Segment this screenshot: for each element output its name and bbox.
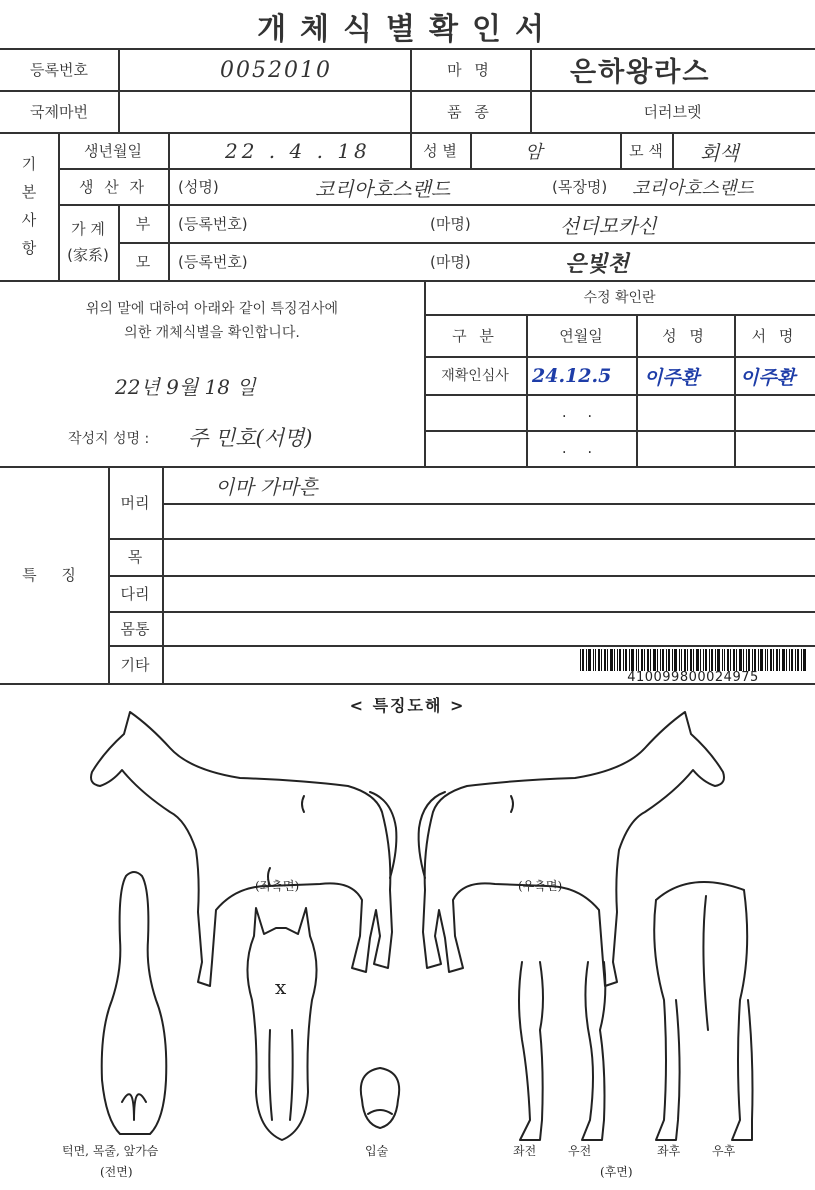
rear-label: (후면) [600,1165,633,1179]
barcode-bar [580,649,581,671]
barcode-bar [730,649,731,671]
statement-line-1: 위의 말에 대하여 아래와 같이 특징검사에 [85,301,339,317]
horse-lips [361,1068,399,1128]
section-char: 본 [21,183,37,201]
author-label: 작성지 성명 : [68,431,150,447]
producer-label: 생 산 자 [78,177,147,196]
revision-row-type [424,430,526,466]
rule [168,204,170,280]
horse-head-front [247,908,316,1140]
section-char: 사 [21,211,37,229]
reg-no-value: 0052010 [220,57,332,83]
barcode-bar [779,649,780,671]
barcode-bar [607,649,608,671]
barcode-bar [789,649,790,671]
intl-no-label: 국제마번 [30,102,88,121]
barcode-bar [617,649,618,671]
revision-row-type: 재확인심사 [441,368,509,384]
coat-color-label: 모 색 [629,141,663,160]
sire-label: 부 [135,214,151,233]
barcode-bar [703,649,704,671]
rule [162,466,164,683]
barcode-bar [797,649,799,671]
body-label: 몸통 [120,619,150,638]
dam-reg-label: (등록번호) [178,252,248,271]
barcode-bar [758,649,759,671]
barcode-bar [736,649,737,671]
barcode-number: 410099800024975 [627,670,759,685]
barcode-bar [684,649,686,671]
barcode-bar [717,649,720,671]
barcode-bar [653,649,656,671]
author-value: 주 민호(서명) [188,426,313,450]
barcode-bar [604,649,606,671]
left-side-label: (좌측면) [255,879,300,893]
barcode-bar [776,649,778,671]
rule [672,132,674,168]
barcode-bar [795,649,796,671]
barcode-bar [765,649,766,671]
revision-row-sign: 이주환 [740,366,796,389]
barcode-bar [690,649,692,671]
right-front-label: 우전 [568,1144,592,1158]
barcode-bar [709,649,710,671]
other-label: 기타 [120,655,150,674]
farm-label: (목장명) [552,177,608,196]
revision-row-name [636,394,734,430]
right-side-label: (우측면) [518,879,563,893]
head-label: 머리 [120,493,150,512]
revision-row-name: 이주환 [644,366,700,389]
breed-value: 더러브렛 [643,102,702,121]
breed-label: 품 종 [447,102,493,121]
revision-row-sign [734,430,815,466]
barcode-bar [711,649,713,671]
statement-line-2: 의한 개체식별을 확인합니다. [124,325,300,341]
barcode-bar [743,649,744,671]
farm-value: 코리아호스랜드 [632,178,754,199]
barcode-bar [614,649,615,671]
producer-name-value: 코리아호스랜드 [315,176,451,201]
intl-no-value [118,90,410,132]
barcode-bar [593,649,594,671]
section-char: 항 [21,239,37,257]
front-label-line-2: (전면) [100,1165,133,1179]
dam-name-label: (마명) [430,252,471,271]
dam-label: 모 [135,252,151,271]
horse-rear-view [654,882,752,1140]
identification-form [0,48,815,688]
features-section-label: 특 징 [22,566,86,584]
barcode-bar [746,649,747,671]
sire-name-value: 선더모카신 [560,213,657,238]
barcode-bar [623,649,624,671]
barcode-bar [715,649,716,671]
barcode-bar [668,649,670,671]
barcode-bar [733,649,735,671]
sire-name-label: (마명) [430,214,471,233]
section-char: 기 [21,155,37,173]
coat-color-value: 회색 [700,140,739,165]
barcode-bar [679,649,680,671]
revision-row-date: 24.12.5 [532,365,612,387]
revision-col-date: 연월일 [559,326,603,345]
revision-row-date: . . [561,403,601,421]
dam-name-value: 은빛천 [565,250,629,277]
revision-col-name: 성 명 [662,326,708,345]
barcode-bar [586,649,587,671]
barcode-bar [770,649,772,671]
reg-no-label: 등록번호 [30,60,88,79]
barcode-bar [693,649,694,671]
revision-col-sign: 서 명 [751,326,798,345]
name-label: 마 명 [447,60,493,79]
pedigree-label [58,204,118,280]
barcode-bar [636,649,637,671]
barcode-bar [595,649,596,671]
barcode-bar [657,649,658,671]
rule [108,538,815,540]
barcode-bar [760,649,763,671]
birth-value: 22 . 4 . 18 [225,139,371,163]
barcode-bar [660,649,661,671]
rule [470,132,472,168]
sex-value: 암 [525,142,543,163]
horse-left-side [91,712,396,986]
revision-header: 수정 확인란 [583,290,656,306]
barcode-bar [582,649,584,671]
issue-date-value: 22년 9월 18 일 [115,374,256,399]
barcode-bar [610,649,613,671]
barcode-bar [625,649,627,671]
neck-label: 목 [127,548,143,566]
barcode-bar [739,649,742,671]
horse-name-value: 은하왕라스 [570,56,711,88]
barcode-bar [773,649,774,671]
barcode-bar [598,649,600,671]
barcode-bar [767,649,768,671]
revision-col-type: 구 분 [452,326,498,345]
barcode-bar [754,649,756,671]
birth-label: 생년월일 [84,141,142,160]
barcode-bar [672,649,673,671]
sex-label: 성 별 [423,141,457,160]
rule [108,645,815,647]
horse-front-view [102,872,167,1134]
forehead-mark: x [275,975,287,999]
barcode-bar [674,649,677,671]
barcode-bar [601,649,602,671]
barcode-bar [722,649,723,671]
barcode-bar [631,649,634,671]
barcode-bar [803,649,806,671]
rule [108,611,815,613]
barcode-bar [666,649,667,671]
pedigree-hanja: (家系) [67,246,109,264]
barcode-bar [638,649,639,671]
barcode-bar [629,649,630,671]
right-hind-label: 우후 [712,1144,736,1158]
producer-name-label: (성명) [178,177,219,196]
barcode-bar [687,649,688,671]
barcode-bar [644,649,645,671]
sketch-title: < 특징도해 > [349,696,466,715]
barcode-bar [619,649,621,671]
revision-row-sign [734,394,815,430]
horse-right-side [419,712,724,986]
barcode-bar [647,649,649,671]
barcode-bar [724,649,725,671]
horse-legs-front [519,962,605,1140]
barcode-bar [727,649,729,671]
barcode-bar [700,649,701,671]
revision-row-date: . . [561,439,601,457]
head-value: 이마 가마흔 [215,474,318,499]
barcode-bar [641,649,643,671]
barcode-bar [705,649,707,671]
barcode-bar [801,649,802,671]
revision-row-type [424,394,526,430]
barcode-bar [650,649,651,671]
barcode-bar [748,649,750,671]
feature-diagram [0,700,815,1190]
barcode-bar [662,649,664,671]
document-title: 개체식별확인서 [257,12,558,47]
lips-label: 입술 [365,1144,389,1158]
barcode-bar [786,649,787,671]
front-label-line-1: 턱면, 목줄, 앞가슴 [62,1144,159,1158]
basic-section-label [0,132,58,280]
rule [108,575,815,577]
sire-reg-label: (등록번호) [178,214,248,233]
left-front-label: 좌전 [513,1144,537,1158]
pedigree-text: 가 계 [71,220,105,238]
barcode-bar [681,649,682,671]
left-hind-label: 좌후 [657,1144,681,1158]
barcode-bar [782,649,785,671]
barcode-bar [588,649,591,671]
barcode-bar [696,649,699,671]
barcode-bar [791,649,793,671]
rule [162,503,815,505]
leg-label: 다리 [120,584,150,603]
barcode-bar [752,649,753,671]
rule [168,132,170,204]
revision-row-name [636,430,734,466]
barcode [580,649,806,671]
